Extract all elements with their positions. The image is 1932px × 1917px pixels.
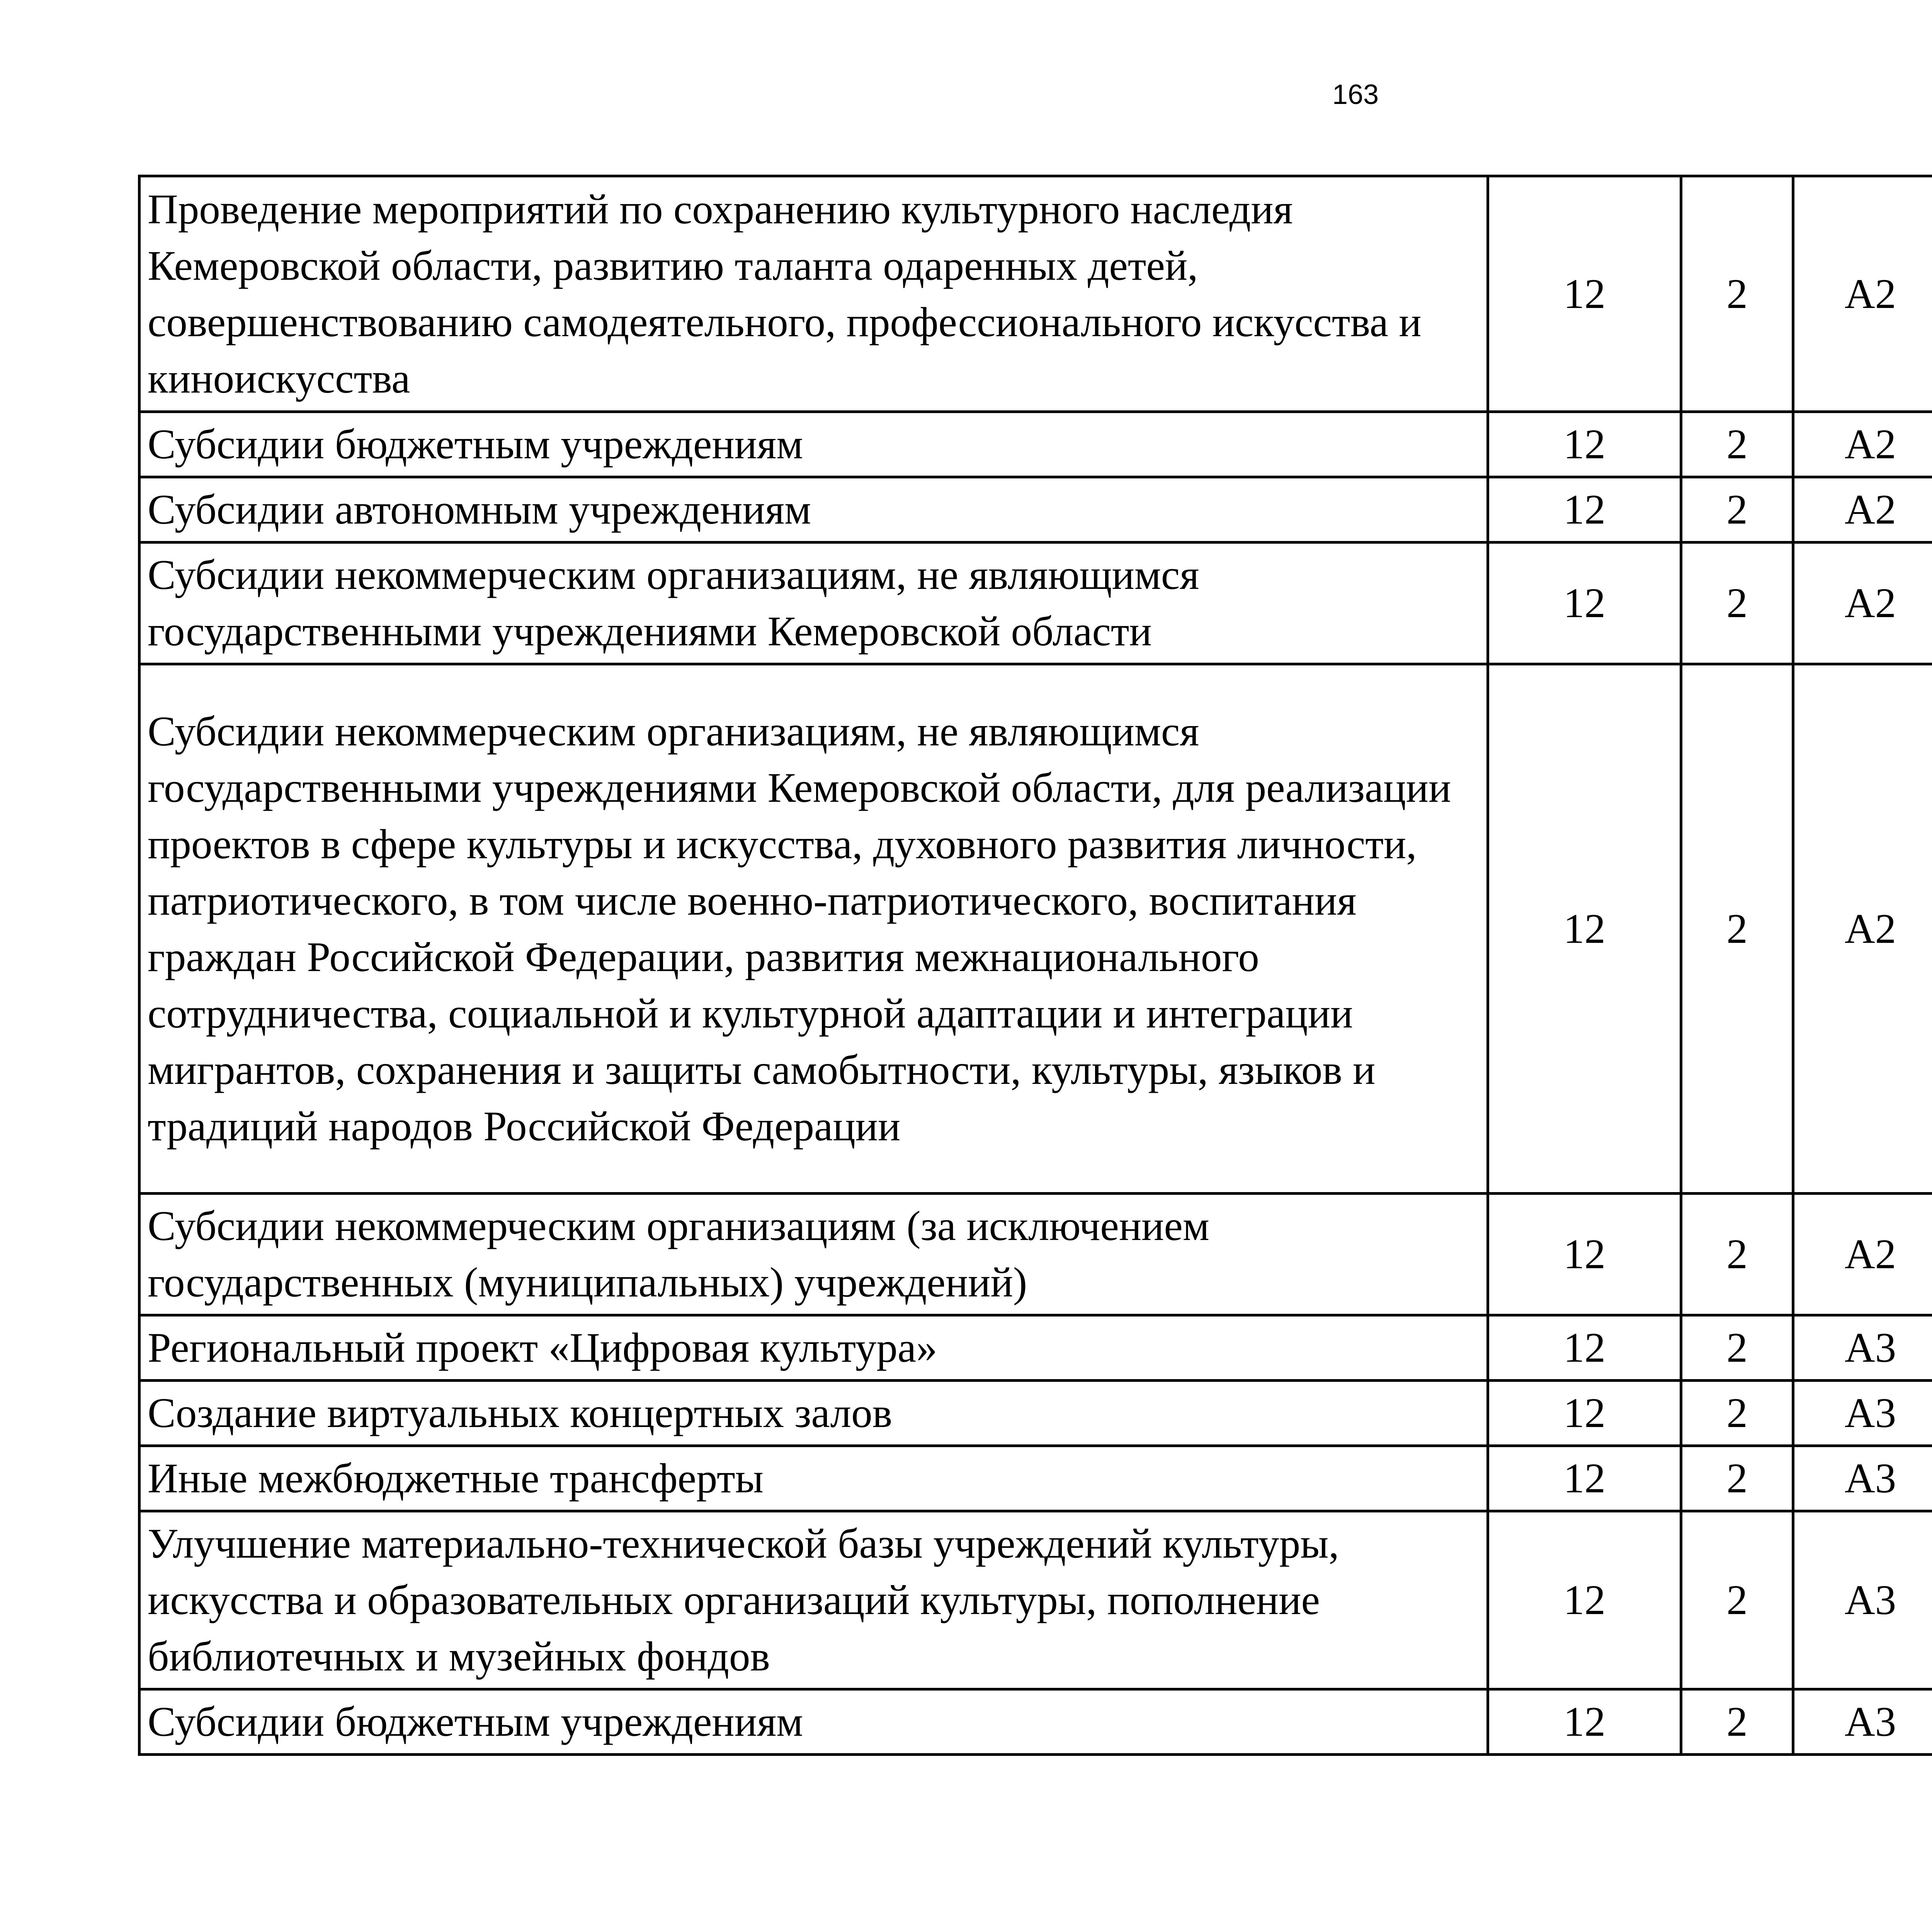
project-cell: А2 bbox=[1793, 1194, 1932, 1315]
row-name-cell: Субсидии некоммерческим организациям, не являющимся государственными учреждениями Кемеровской области bbox=[139, 543, 1488, 664]
program-cell: 2 bbox=[1681, 1381, 1793, 1446]
row-name-cell: Субсидии некоммерческим организациям, не являющимся государственными учреждениями Кемеровской области, для реализации проектов в сфере культуры и искусства, духовного развития личности, патриотического, в том числе военно-патриотического, воспитания граждан Российской Федерации, развития межнационального сотрудничества, социальной и культурной адаптации и интеграции мигрантов, сохранения и защиты самобытности, культуры, языков и традиций народов Российской Федерации bbox=[139, 664, 1488, 1194]
project-cell: А3 bbox=[1793, 1381, 1932, 1446]
row-name-cell: Субсидии некоммерческим организациям (за исключением государственных (муниципальных) учреждений) bbox=[139, 1194, 1488, 1315]
section-cell: 12 bbox=[1488, 176, 1681, 412]
row-name-cell: Иные межбюджетные трансферты bbox=[139, 1446, 1488, 1511]
project-cell: А2 bbox=[1793, 664, 1932, 1194]
section-cell: 12 bbox=[1488, 664, 1681, 1194]
row-name-cell: Субсидии бюджетным учреждениям bbox=[139, 412, 1488, 477]
program-cell: 2 bbox=[1681, 176, 1793, 412]
row-name-cell: Субсидии автономным учреждениям bbox=[139, 477, 1488, 543]
project-cell: А2 bbox=[1793, 543, 1932, 664]
project-cell: А2 bbox=[1793, 176, 1932, 412]
table-row bbox=[139, 1194, 1932, 1315]
program-cell: 2 bbox=[1681, 1446, 1793, 1511]
table-row bbox=[139, 664, 1932, 1194]
section-cell: 12 bbox=[1488, 1194, 1681, 1315]
project-cell: А3 bbox=[1793, 1315, 1932, 1381]
page-number: 163 bbox=[1332, 79, 1379, 110]
section-cell: 12 bbox=[1488, 1446, 1681, 1511]
program-cell: 2 bbox=[1681, 477, 1793, 543]
section-cell: 12 bbox=[1488, 477, 1681, 543]
table-row bbox=[139, 412, 1932, 477]
table-row bbox=[139, 477, 1932, 543]
section-cell: 12 bbox=[1488, 1315, 1681, 1381]
section-cell: 12 bbox=[1488, 543, 1681, 664]
section-cell: 12 bbox=[1488, 1511, 1681, 1689]
row-name-cell: Проведение мероприятий по сохранению культурного наследия Кемеровской области, развитию таланта одаренных детей, совершенствованию самодеятельного, профессионального искусства и киноискусства bbox=[139, 176, 1488, 412]
program-cell: 2 bbox=[1681, 1194, 1793, 1315]
budget-table bbox=[138, 175, 1932, 1756]
project-cell: А3 bbox=[1793, 1511, 1932, 1689]
row-name-cell: Региональный проект «Цифровая культура» bbox=[139, 1315, 1488, 1381]
table-row bbox=[139, 1689, 1932, 1755]
program-cell: 2 bbox=[1681, 543, 1793, 664]
row-name-cell: Создание виртуальных концертных залов bbox=[139, 1381, 1488, 1446]
row-name-cell: Улучшение материально-технической базы учреждений культуры, искусства и образовательных организаций культуры, пополнение библиотечных и музейных фондов bbox=[139, 1511, 1488, 1689]
section-cell: 12 bbox=[1488, 412, 1681, 477]
program-cell: 2 bbox=[1681, 1511, 1793, 1689]
project-cell: А3 bbox=[1793, 1689, 1932, 1755]
table-row bbox=[139, 1315, 1932, 1381]
row-name-cell: Субсидии бюджетным учреждениям bbox=[139, 1689, 1488, 1755]
table-row bbox=[139, 543, 1932, 664]
program-cell: 2 bbox=[1681, 664, 1793, 1194]
program-cell: 2 bbox=[1681, 412, 1793, 477]
project-cell: А3 bbox=[1793, 1446, 1932, 1511]
table-row bbox=[139, 176, 1932, 412]
table-row bbox=[139, 1446, 1932, 1511]
section-cell: 12 bbox=[1488, 1689, 1681, 1755]
program-cell: 2 bbox=[1681, 1315, 1793, 1381]
program-cell: 2 bbox=[1681, 1689, 1793, 1755]
project-cell: А2 bbox=[1793, 412, 1932, 477]
table-row bbox=[139, 1511, 1932, 1689]
section-cell: 12 bbox=[1488, 1381, 1681, 1446]
table-row bbox=[139, 1381, 1932, 1446]
project-cell: А2 bbox=[1793, 477, 1932, 543]
